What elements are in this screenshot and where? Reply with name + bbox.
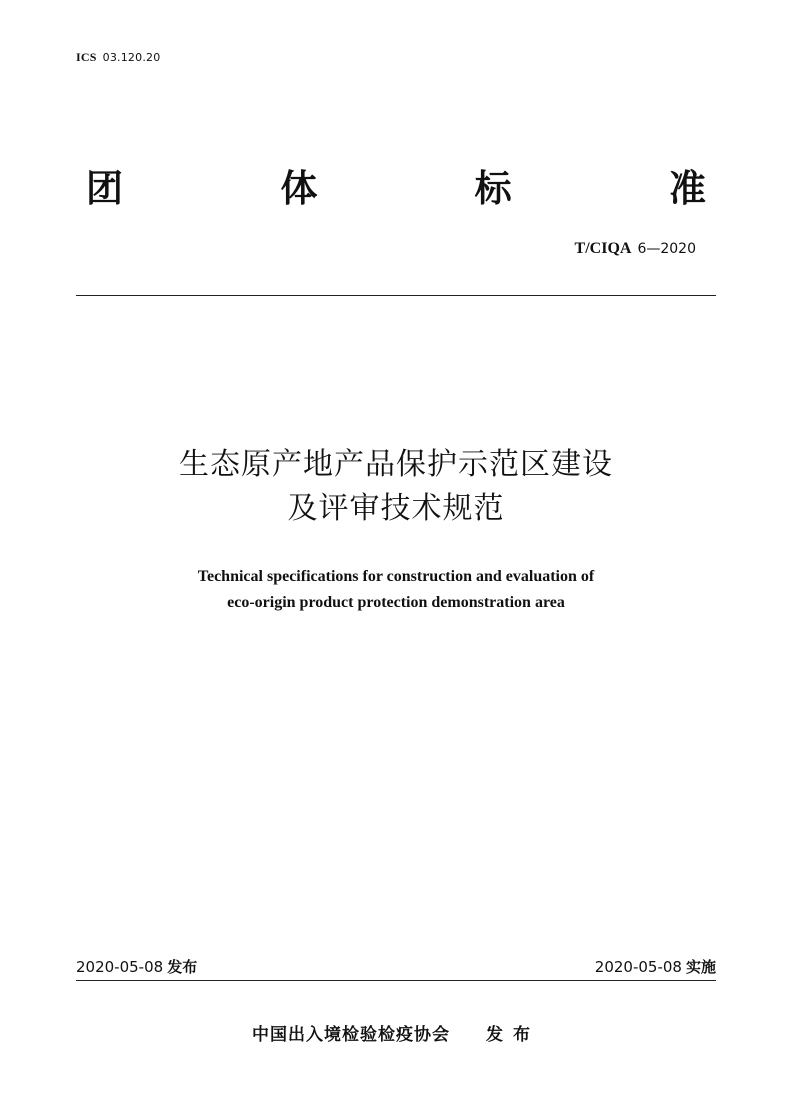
standard-type-char-2: 体 <box>280 167 318 210</box>
issue-date-label: 发布 <box>167 958 198 976</box>
title-english-line-1: Technical specifications for construction and evaluation of <box>197 568 595 585</box>
publisher-action: 发布 <box>486 1025 540 1045</box>
ics-label: ICS <box>76 50 97 64</box>
title-chinese <box>0 443 792 531</box>
title-chinese-line-2: 及评审技术规范 <box>287 491 505 526</box>
top-divider <box>76 295 716 296</box>
standard-code-prefix: T/CIQA <box>574 240 632 257</box>
standard-code-number: 6—2020 <box>637 241 696 257</box>
standard-type-heading <box>86 160 706 210</box>
implementation-date-value: 2020-05-08 <box>594 958 682 976</box>
standard-type-char-4: 准 <box>668 167 706 210</box>
publisher-line <box>0 1020 792 1045</box>
title-english-line-2: eco-origin product protection demonstration area <box>227 594 565 611</box>
standard-code <box>575 240 696 258</box>
implementation-date-label: 实施 <box>685 958 716 976</box>
ics-classification <box>76 50 160 65</box>
title-chinese-line-1: 生态原产地产品保护示范区建设 <box>179 447 613 482</box>
title-english <box>0 564 792 616</box>
ics-number: 03.120.20 <box>102 51 161 64</box>
implementation-date <box>595 956 716 977</box>
bottom-divider <box>76 980 716 981</box>
issue-date <box>76 956 197 977</box>
standard-type-char-1: 团 <box>86 167 123 210</box>
standard-type-char-3: 标 <box>474 167 512 210</box>
issue-date-value: 2020-05-08 <box>76 958 164 976</box>
publisher-organization: 中国出入境检验检疫协会 <box>252 1025 450 1045</box>
